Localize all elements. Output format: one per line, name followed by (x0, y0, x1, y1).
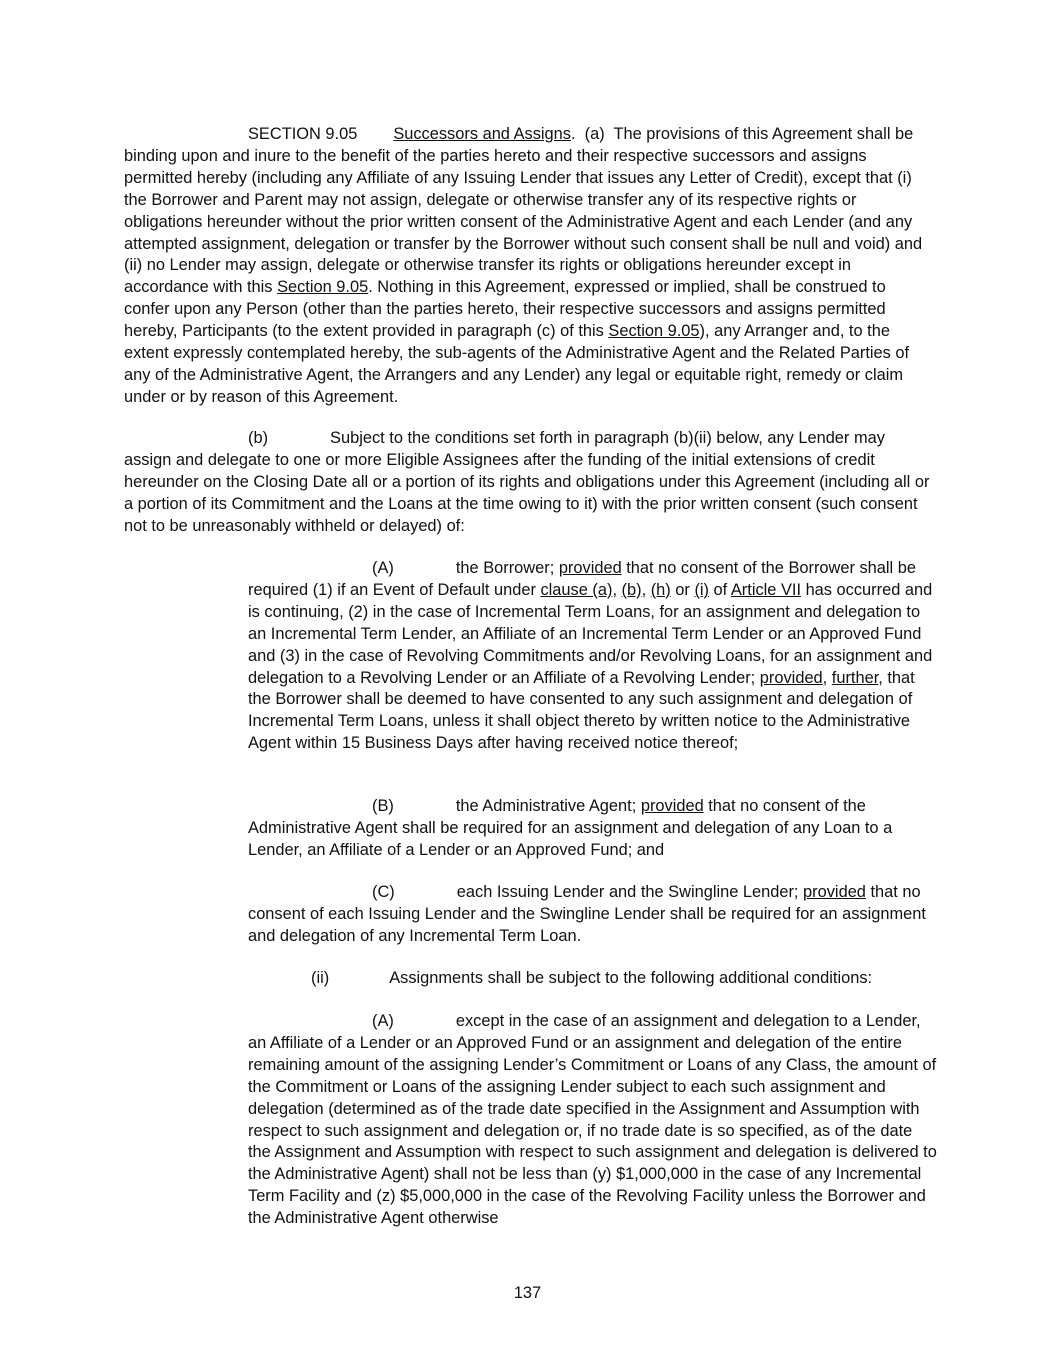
provided-term: provided (558, 559, 622, 577)
subclause-a-text-3: has occurred and is continuing, (2) in the case of Incremental Term Loans, for an assignment and delegation to an Incremental Term Lender, an Affiliate of an Incremental Term Lender or an Approved Fund and (3) in the case of Revolving Commitments and/or Revolving Loans, for an assignment and delegation to a Revolving Lender or an Affiliate of a Revolving Lender; (248, 580, 933, 687)
clause-ref-i: (i) (694, 580, 709, 599)
subclause-a-borrower (248, 558, 938, 755)
subclause-ii-a-label: (A) (372, 1012, 394, 1030)
subclause-b-label: (B) (372, 797, 394, 815)
paragraph-b (124, 428, 934, 538)
section-ref-link: Section 9.05 (277, 278, 369, 297)
further-term: further (831, 668, 879, 687)
subclause-b-text-1: the Administrative Agent; (455, 797, 641, 815)
section-number: SECTION 9.05 (248, 125, 358, 143)
subclause-b-administrative-agent (248, 796, 938, 862)
subclause-a-text-2: that no consent of the Borrower shall be required (1) if an Event of Default under (248, 559, 916, 599)
subclause-b-text-2: that no consent of the Administrative Agent shall be required for an assignment and delegation of any Loan to a Lender, an Affiliate of a Lender or an Approved Fund; and (248, 797, 893, 859)
subclause-ii-label: (ii) (311, 969, 330, 987)
paragraph-a-text-1: The provisions of this Agreement shall be binding upon and inure to the benefit of the parties hereto and their respective successors and assigns permitted hereby (including any Affiliate of any Issuing Lender that issues any Letter of Credit), except that (i) the Borrower and Parent may not assign, delegate or otherwise transfer any of its respective rights or obligations hereunder without the prior written consent of the Administrative Agent and each Lender (and any attempted assignment, delegation or transfer by the Borrower without such consent shall be null and void) and (ii) no Lender may assign, delegate or otherwise transfer its rights or obligations hereunder except in accordance with this (124, 125, 923, 297)
subclause-a-text-4: , that the Borrower shall be deemed to have consented to any such assignment and delegation of Incremental Term Loans, unless it shall object thereto by written notice to the Administrative Agent within 15 Business Days after having received notice thereof; (248, 668, 915, 753)
subclause-a-label: (A) (372, 559, 394, 577)
paragraph-b-text: Subject to the conditions set forth in paragraph (b)(ii) below, any Lender may assign and delegate to one or more Eligible Assignees after the funding of the initial extensions of credit hereunder on the Closing Date all or a portion of its rights and obligations under this Agreement (including all or a portion of its Commitment and the Loans at the time owing to it) with the prior written consent (such consent not to be unreasonably withheld or delayed) of: (124, 429, 930, 535)
separator: of (709, 580, 731, 599)
paragraph-b-label: (b) (248, 429, 269, 447)
separator: , (612, 580, 622, 599)
subclause-ii-a-minimum-amount (248, 1011, 938, 1230)
section-9-05-paragraph-a: SECTION 9.05 Successors and Assigns. (a) The provisions of this Agreement shall be binding upon and inure to the benefit of the parties hereto and their respective successors and assigns permitted hereby (including any Affiliate of any Issuing Lender that issues any Letter of Credit), except that (i) the Borrower and Parent may not assign, delegate or otherwise transfer any of its respective rights or obligations hereunder without the prior written consent of the Administrative Agent and each Lender (and any attempted assignment, delegation or transfer by the Borrower without such consent shall be null and void) and (ii) no Lender may assign, delegate or otherwise transfer its rights or obligations hereunder except in accordance with this Section 9.05. Nothing in this Agreement, expressed or implied, shall be construed to confer upon any Person (other than the parties hereto, their respective successors and assigns permitted hereby, Participants (to the extent provided in paragraph (c) of this Section 9.05), any Arranger and, to the extent expressly contemplated hereby, the sub-agents of the Administrative Agent and the Related Parties of any of the Administrative Agent, the Arrangers and any Lender) any legal or equitable right, remedy or claim under or by reason of this Agreement. (124, 125, 923, 406)
clause-a-label: (a) (584, 125, 605, 143)
subclause-c-label: (C) (372, 883, 395, 901)
separator: , (822, 668, 832, 687)
subclause-c-issuing-lender (248, 882, 938, 948)
section-heading: Successors and Assigns (393, 125, 571, 143)
provided-term: provided (640, 797, 704, 815)
subclause-ii-a-text: except in the case of an assignment and delegation to a Lender, an Affiliate of a Lender or an Approved Fund or an assignment and delegation of the entire remaining amount of the assigning Lender’s Commitment or Loans of any Class, the amount of the Commitment or Loans of the assigning Lender subject to each such assignment and delegation (determined as of the trade date specified in the Assignment and Assumption with respect to such assignment and delegation or, if no trade date is so specified, as of the date the Assignment and Assumption with respect to such assignment and delegation is delivered to the Administrative Agent) shall not be less than (y) $1,000,000 in the case of any Incremental Term Facility and (z) $5,000,000 in the case of the Revolving Facility unless the Borrower and the Administrative Agent otherwise (248, 1012, 937, 1228)
paragraph-a-text-3: ), any Arranger and, to the extent expressly contemplated hereby, the sub-agents of the Administrative Agent and the Related Parties of any of the Administrative Agent, the Arrangers and any Lender) any legal or equitable right, remedy or claim under or by reason of this Agreement. (124, 322, 910, 406)
subclause-ii-text: Assignments shall be subject to the following additional conditions: (389, 969, 873, 987)
paragraph-a-text-2: . Nothing in this Agreement, expressed or implied, shall be construed to confer upon any Person (other than the parties hereto, their respective successors and assigns permitted hereby, Participants (to the extent provided in paragraph (c) of this (124, 278, 886, 341)
subclause-c-text-1: each Issuing Lender and the Swingline Lender; (456, 883, 804, 901)
subclause-ii (311, 968, 931, 990)
page-number: 137 (513, 1284, 542, 1302)
provided-term: provided (759, 668, 823, 687)
clause-ref-a: clause (a) (540, 580, 613, 599)
separator: , (641, 580, 651, 599)
separator: or (670, 580, 695, 599)
clause-ref-h: (h) (650, 580, 671, 599)
subclause-a-text-1: the Borrower; (455, 559, 559, 577)
clause-ref-b: (b) (621, 580, 642, 599)
section-ref-link: Section 9.05 (608, 322, 700, 341)
subclause-c-text-2: that no consent of each Issuing Lender and the Swingline Lender shall be required for an assignment and delegation of any Incremental Term Loan. (248, 883, 926, 945)
article-ref: Article VII (730, 580, 802, 599)
provided-term: provided (803, 883, 866, 901)
